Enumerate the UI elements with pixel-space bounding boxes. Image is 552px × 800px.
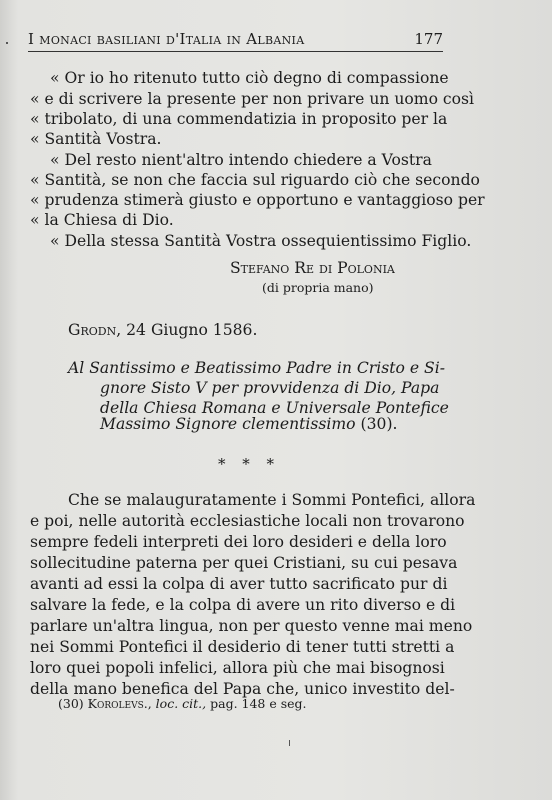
place: Grodn, (68, 321, 122, 339)
letter-line: « e di scrivere la presente per non privare un uomo così (30, 90, 475, 108)
letter-line: « Del resto nient'altro intendo chiedere a Vostra (50, 151, 432, 169)
body-line: sollecitudine paterna per quei Cristiani, su cui pesava (30, 554, 458, 572)
header-title: I monaci basiliani d'Italia in Albania (28, 30, 305, 48)
scan-speck (289, 740, 290, 746)
letter-line: « Della stessa Santità Vostra ossequientissimo Figlio. (50, 232, 472, 250)
body-line: nei Sommi Pontefici il desiderio di tener tutti stretti a (30, 638, 455, 656)
address-line: Al Santissimo e Beatissimo Padre in Cristo e Si- (68, 359, 445, 377)
footnote-reference: loc. cit., (155, 696, 207, 711)
letter-line: « prudenza stimerà giusto e opportuno e vantaggioso per (30, 191, 485, 209)
footnote-pages: pag. 148 e seg. (210, 696, 307, 711)
letter-line: « la Chiesa di Dio. (30, 211, 174, 229)
body-line: avanti ad essi la colpa di aver tutto sacrificato pur di (30, 575, 448, 593)
body-line: Che se malauguratamente i Sommi Pontefici, allora (68, 491, 476, 509)
footnote (58, 696, 307, 711)
date: 24 Giugno 1586. (126, 321, 258, 339)
body-line: sempre fedeli interpreti dei loro desideri e della loro (30, 533, 447, 551)
footnote-author: Korolevs., (87, 696, 152, 711)
letter-line: « tribolato, di una commendatizia in proposito per la (30, 110, 448, 128)
address-line-last (100, 414, 397, 434)
letter-line: « Santità Vostra. (30, 130, 162, 148)
letter-line: « Or io ho ritenuto tutto ciò degno di compassione (50, 69, 449, 87)
signature-note: (di propria mano) (262, 280, 374, 295)
scan-speck (6, 42, 8, 44)
header-rule (28, 51, 443, 52)
body-line: e poi, nelle autorità ecclesiastiche locali non trovarono (30, 512, 465, 530)
section-separator: * * * (218, 455, 281, 473)
body-line: loro quei popoli infelici, allora più che mai bisognosi (30, 659, 445, 677)
address-line-text: Massimo Signore clementissimo (100, 415, 356, 433)
footnote-number: (30) (58, 696, 84, 711)
signature-name: Stefano Re di Polonia (230, 259, 395, 277)
body-line: della mano benefica del Papa che, unico investito del- (30, 680, 455, 698)
address-line: gnore Sisto V per provvidenza di Dio, Papa (100, 379, 440, 397)
footnote-ref: (30). (360, 415, 398, 433)
body-line: salvare la fede, e la colpa di avere un rito diverso e di (30, 596, 456, 614)
letter-line: « Santità, se non che faccia sul riguardo ciò che secondo (30, 171, 480, 189)
body-line: parlare un'altra lingua, non per questo venne mai meno (30, 617, 473, 635)
page-number: 177 (414, 30, 443, 48)
address-line: della Chiesa Romana e Universale Pontefice (100, 399, 449, 417)
place-date (68, 320, 257, 340)
running-header (28, 30, 443, 48)
